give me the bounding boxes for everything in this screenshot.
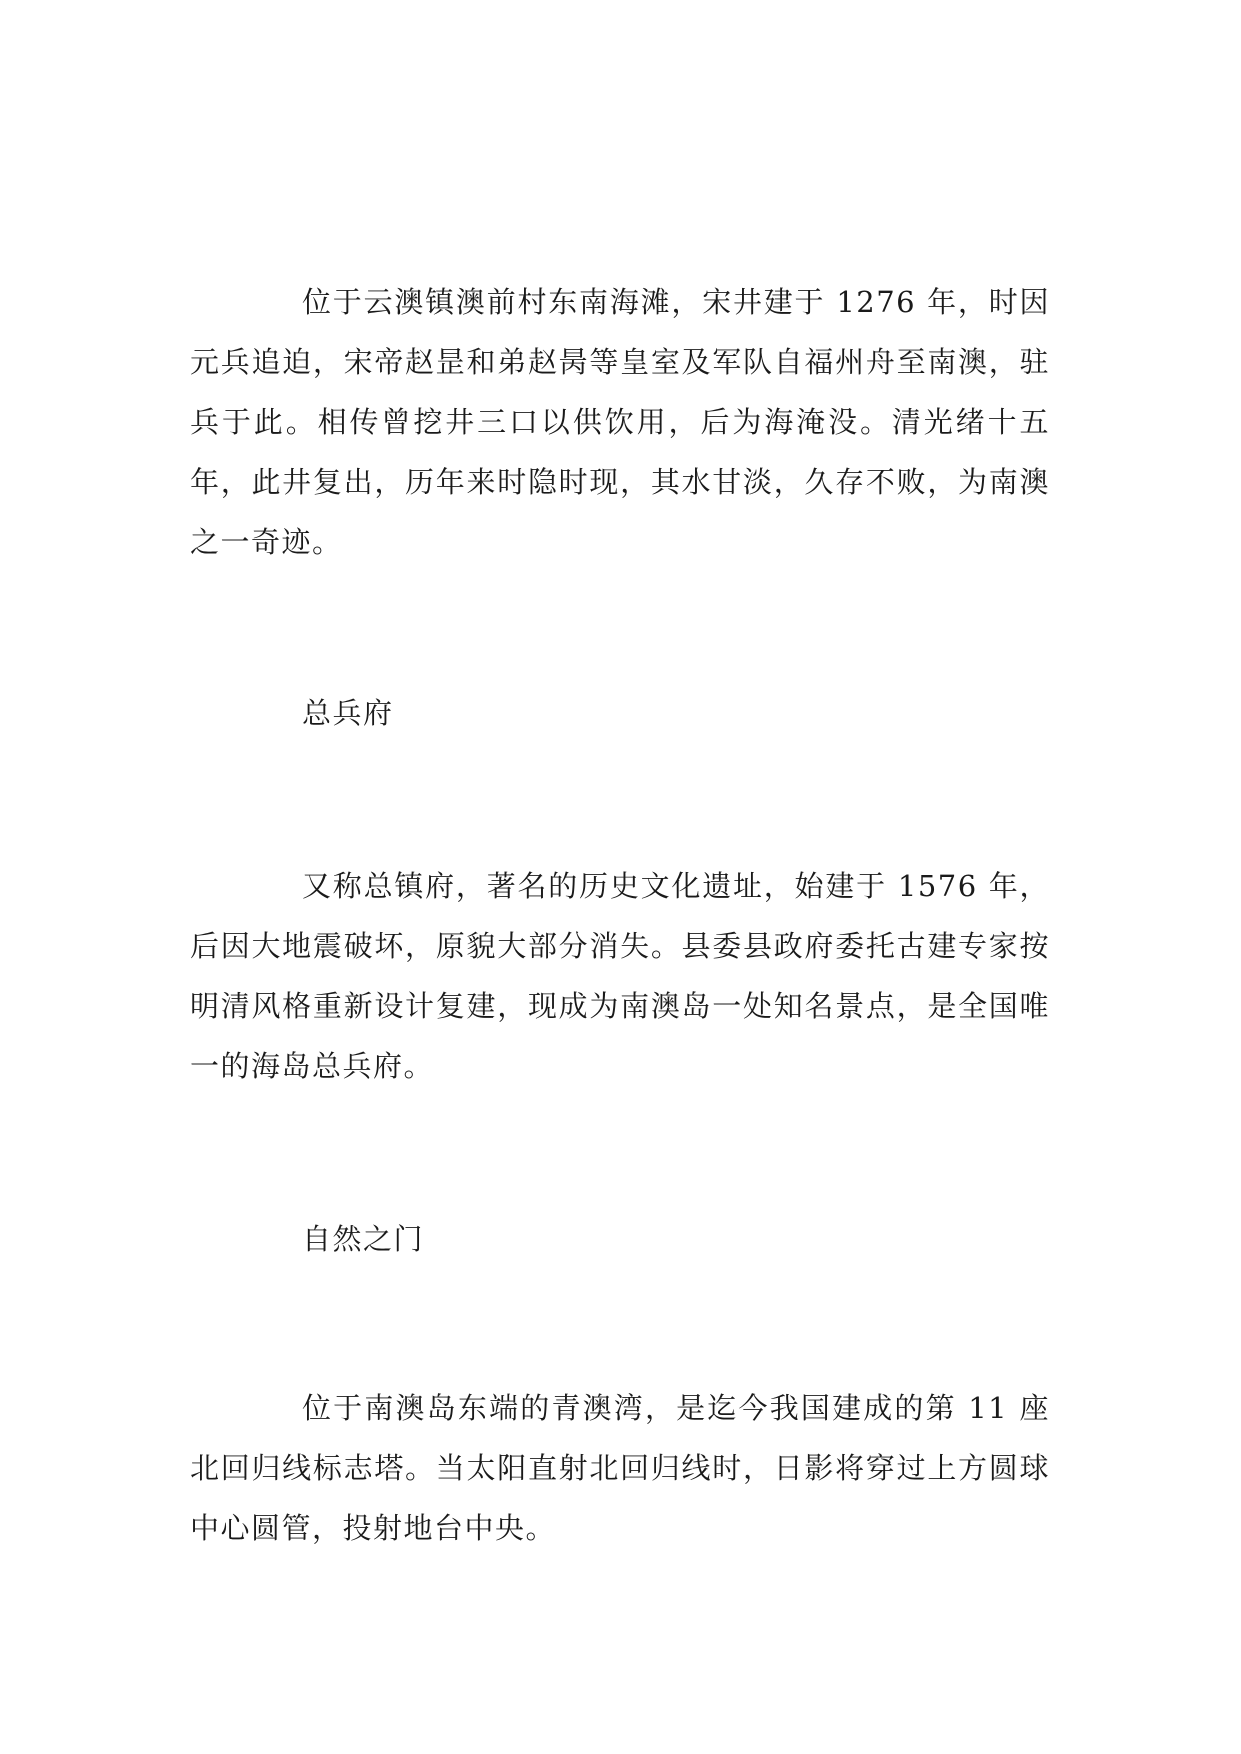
zongbingfu-paragraph: 又称总镇府，著名的历史文化遗址，始建于 1576 年，后因大地震破坏，原貌大部分消失。县委县政府委托古建专家按明清风格重新设计复建，现成为南澳岛一处知名景点，是全国唯一的海岛总兵府。 (190, 869, 1050, 1083)
section-heading-zongbingfu: 总兵府 (302, 696, 394, 730)
song-well-paragraph: 位于云澳镇澳前村东南海滩，宋井建于 1276 年，时因元兵追迫，宋帝赵昰和弟赵昺等皇室及军队自福州舟至南澳，驻兵于此。相传曾挖井三口以供饮用，后为海淹没。清光绪十五年，此井复出，历年来时隐时现，其水甘淡，久存不败，为南澳之一奇迹。 (190, 285, 1050, 559)
section-heading-nature-gate: 自然之门 (302, 1222, 425, 1256)
nature-gate-paragraph: 位于南澳岛东端的青澳湾，是迄今我国建成的第 11 座北回归线标志塔。当太阳直射北回归线时，日影将穿过上方圆球中心圆管，投射地台中央。 (190, 1391, 1050, 1545)
